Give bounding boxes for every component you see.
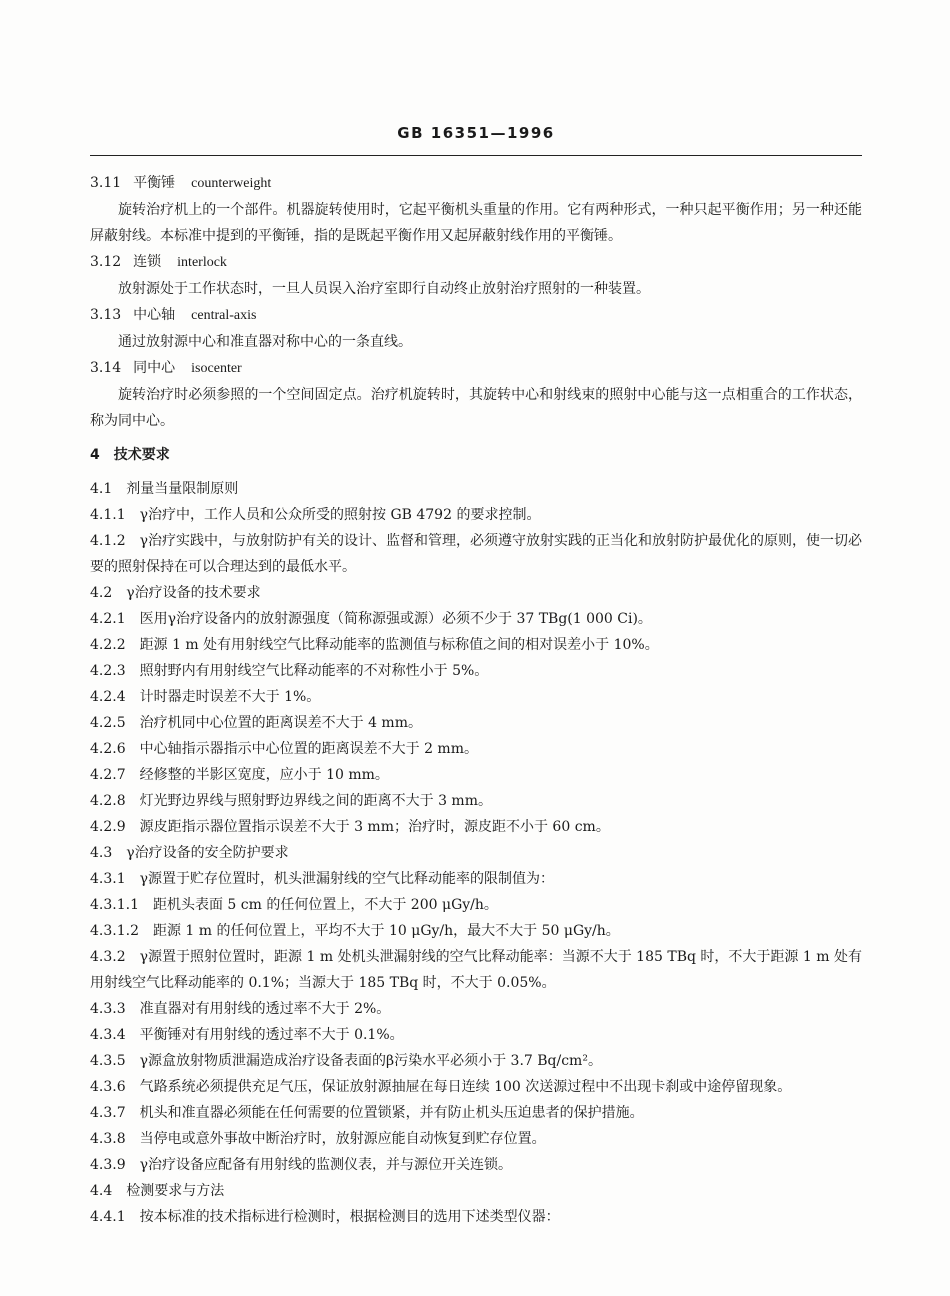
clause-item [90,892,862,918]
term-english: interlock [177,255,227,270]
clause-number: 4.1.2 [90,533,126,549]
term-number: 3.13 [90,307,122,323]
term-definition: 通过放射源中心和准直器对称中心的一条直线。 [118,334,412,350]
term-definition: 旋转治疗时必须参照的一个空间固定点。治疗机旋转时，其旋转中心和射线束的照射中心能与这一点相重合的工作状态，称为同中心。 [90,387,862,429]
clause-item [90,1048,862,1074]
clause-text: 中心轴指示器指示中心位置的距离误差不大于 2 mm。 [139,741,478,757]
clause-text: 经修整的半影区宽度，应小于 10 mm。 [139,767,389,783]
clause-item [90,606,862,632]
clause-number: 4.4 [90,1183,113,1199]
term-definition: 放射源处于工作状态时，一旦人员误入治疗室即行自动终止放射治疗照射的一种装置。 [118,281,650,297]
clause-item [90,1100,862,1126]
clause-text: γ源置于贮存位置时，机头泄漏射线的空气比释动能率的限制值为： [139,871,554,887]
clause-item [90,840,862,866]
clause-item [90,1022,862,1048]
clause-item [90,1204,862,1230]
clause-text: γ治疗实践中，与放射防护有关的设计、监督和管理，必须遵守放射实践的正当化和放射防护最优化的原则，使一切必要的照射保持在可以合理达到的最低水平。 [90,533,862,575]
term-name: 连锁 [133,254,162,270]
clause-number: 4.3.4 [90,1027,126,1043]
clause-text: γ治疗设备的安全防护要求 [126,845,289,861]
clause-number: 4.3.2 [90,949,126,965]
clause-number: 4.3.1 [90,871,126,887]
clause-text: 距源 1 m 的任何位置上，平均不大于 10 μGy/h，最大不大于 50 μGy/h。 [152,923,620,939]
term-english: counterweight [191,176,272,191]
clause-text: 照射野内有用射线空气比释动能率的不对称性小于 5%。 [139,663,489,679]
term-3-14 [90,355,862,382]
clause-item [90,476,862,502]
section-4-items [90,476,862,1230]
clause-number: 4.2.2 [90,637,126,653]
clause-text: γ治疗设备应配备有用射线的监测仪表，并与源位开关连锁。 [139,1157,512,1173]
clause-text: 平衡锤对有用射线的透过率不大于 0.1%。 [139,1027,404,1043]
clause-item [90,632,862,658]
clause-number: 4.3.1.1 [90,897,139,913]
term-3-12 [90,249,862,276]
term-name: 同中心 [133,360,176,376]
term-number: 3.11 [90,175,122,191]
clause-number: 4.3.1.2 [90,923,139,939]
clause-text: 气路系统必须提供充足气压，保证放射源抽屉在每日连续 100 次送源过程中不出现卡刹或中途停留现象。 [139,1079,792,1095]
clause-item [90,944,862,996]
term-3-13 [90,302,862,329]
clause-text: γ源置于照射位置时，距源 1 m 处机头泄漏射线的空气比释动能率：当源不大于 185 TBq 时，不大于距源 1 m 处有用射线空气比释动能率的 0.1%；当源大于 185 TBq 时，不大于 0.05%。 [90,949,862,991]
clause-text: 距机头表面 5 cm 的任何位置上，不大于 200 μGy/h。 [152,897,498,913]
clause-number: 4.2.4 [90,689,126,705]
clause-number: 4.1.1 [90,507,126,523]
standard-header: GB 16351—1996 [397,124,555,142]
section-heading [90,442,862,468]
clause-number: 4.2.8 [90,793,126,809]
clause-number: 4.3.8 [90,1131,126,1147]
term-number: 3.12 [90,254,122,270]
clause-number: 4.2.7 [90,767,126,783]
term-definition: 旋转治疗机上的一个部件。机器旋转使用时，它起平衡机头重量的作用。它有两种形式，一种只起平衡作用；另一种还能屏蔽射线。本标准中提到的平衡锤，指的是既起平衡作用又起屏蔽射线作用的平衡锤。 [90,202,862,244]
clause-number: 4.2.5 [90,715,126,731]
clause-text: 准直器对有用射线的透过率不大于 2%。 [139,1001,391,1017]
clause-number: 4.2 [90,585,113,601]
clause-number: 4.3.9 [90,1157,126,1173]
clause-item [90,1126,862,1152]
clause-number: 4.3 [90,845,113,861]
clause-item [90,528,862,580]
term-3-11 [90,170,862,197]
term-english: central-axis [191,308,257,323]
clause-number: 4.2.9 [90,819,126,835]
header-rule [90,155,862,156]
term-english: isocenter [191,361,242,376]
clause-item [90,1074,862,1100]
clause-text: γ治疗设备的技术要求 [126,585,261,601]
clause-item [90,658,862,684]
clause-item [90,580,862,606]
clause-number: 4.3.3 [90,1001,126,1017]
clause-item [90,1152,862,1178]
clause-text: 医用γ治疗设备内的放射源强度（简称源强或源）必须不少于 37 TBg(1 000 Ci)。 [139,611,652,627]
clause-item [90,866,862,892]
page-content [90,170,862,1230]
clause-text: 源皮距指示器位置指示误差不大于 3 mm；治疗时，源皮距不小于 60 cm。 [139,819,610,835]
clause-item [90,684,862,710]
term-number: 3.14 [90,360,122,376]
clause-text: 灯光野边界线与照射野边界线之间的距离不大于 3 mm。 [139,793,492,809]
clause-item [90,710,862,736]
clause-item [90,814,862,840]
clause-number: 4.1 [90,481,113,497]
clause-text: 剂量当量限制原则 [126,481,239,497]
clause-item [90,996,862,1022]
clause-text: 当停电或意外事故中断治疗时，放射源应能自动恢复到贮存位置。 [139,1131,546,1147]
clause-item [90,502,862,528]
clause-number: 4.3.5 [90,1053,126,1069]
clause-text: 按本标准的技术指标进行检测时，根据检测目的选用下述类型仪器： [139,1209,560,1225]
clause-number: 4.2.6 [90,741,126,757]
clause-text: 机头和准直器必须能在任何需要的位置锁紧，并有防止机头压迫患者的保护措施。 [139,1105,644,1121]
clause-text: 计时器走时误差不大于 1%。 [139,689,321,705]
clause-item [90,788,862,814]
clause-item [90,918,862,944]
section-title: 技术要求 [113,447,170,463]
clause-number: 4.2.3 [90,663,126,679]
clause-text: γ治疗中，工作人员和公众所受的照射按 GB 4792 的要求控制。 [139,507,541,523]
clause-number: 4.3.7 [90,1105,126,1121]
clause-item [90,1178,862,1204]
clause-item [90,762,862,788]
clause-text: 检测要求与方法 [126,1183,225,1199]
section-number: 4 [90,447,100,463]
clause-item [90,736,862,762]
clause-text: γ源盒放射物质泄漏造成治疗设备表面的β污染水平必须小于 3.7 Bq/cm²。 [139,1053,602,1069]
term-name: 平衡锤 [133,175,176,191]
clause-number: 4.4.1 [90,1209,126,1225]
clause-number: 4.3.6 [90,1079,126,1095]
clause-text: 治疗机同中心位置的距离误差不大于 4 mm。 [139,715,422,731]
clause-number: 4.2.1 [90,611,126,627]
clause-text: 距源 1 m 处有用射线空气比释动能率的监测值与标称值之间的相对误差小于 10%。 [139,637,659,653]
term-name: 中心轴 [133,307,176,323]
